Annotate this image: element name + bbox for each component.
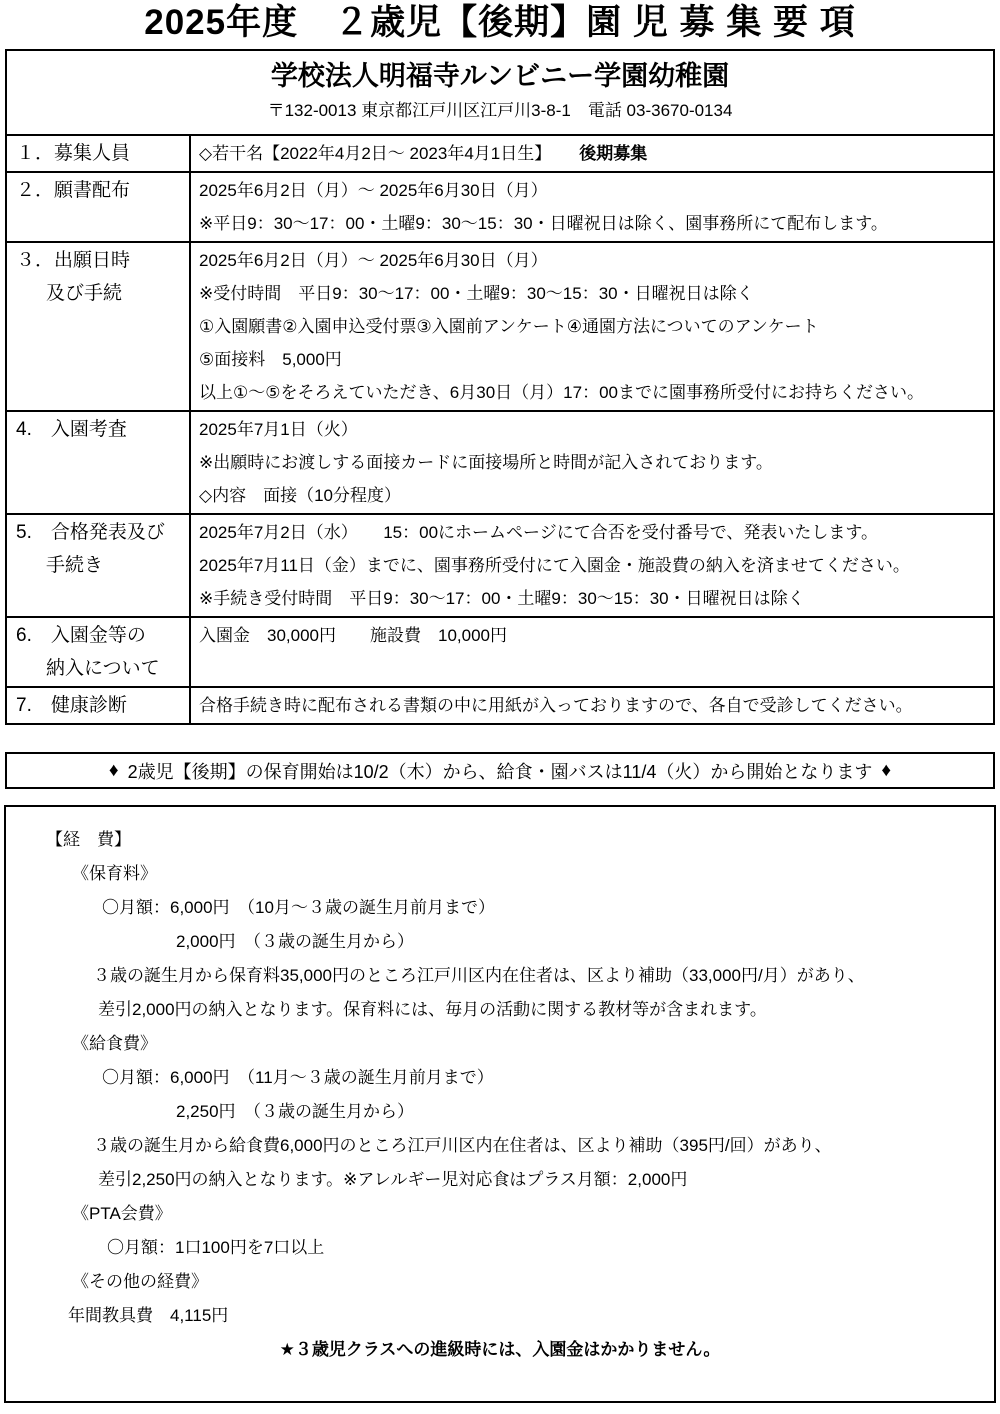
table-row-entrance-fee-payment: [7, 616, 993, 686]
row-content-health-checkup: 合格手続き時に配布される書類の中に用紙が入っておりますので、各自で受診してください。: [199, 696, 913, 715]
expenses-box: [4, 805, 996, 1403]
row-label-results-announcement: 5. 合格発表及び 手続き: [7, 515, 191, 616]
row-label-application-period: ３．出願日時 及び手続: [7, 243, 191, 410]
school-name: 学校法人明福寺ルンビニー学園幼稚園: [270, 61, 730, 91]
row-label-recruitment-count: １．募集人員: [7, 136, 191, 171]
table-row-application-form-distribution: [7, 171, 993, 241]
childcare-fee-net-note: 差引2,000円の納入となります。保育料には、毎月の活動に関する教材等が含まれます。: [98, 1000, 767, 1019]
pta-fee-heading: 《PTA会費》: [72, 1204, 172, 1223]
row-content-entrance-screening: 2025年7月1日（火） ※出願時にお渡しする面接カードに面接場所と時間が記入されております。 ◇内容 面接（10分程度）: [199, 420, 773, 505]
table-row-entrance-screening: [7, 410, 993, 513]
lunch-fee-monthly-after: 2,250円 （３歳の誕生月から）: [176, 1102, 415, 1121]
row-label-entrance-screening: 4. 入園考査: [7, 412, 191, 513]
table-row-recruitment-count: [7, 134, 993, 171]
childcare-fee-monthly-after: 2,000円 （３歳の誕生月から）: [176, 932, 415, 951]
row-label-health-checkup: 7. 健康診断: [7, 688, 191, 723]
childcare-fee-subsidy-note: ３歳の誕生月から保育料35,000円のところ江戸川区内在住者は、区より補助（33,000円/月）があり、: [93, 966, 865, 985]
school-header-cell: [7, 51, 993, 134]
expenses-heading: 【経 費】: [46, 830, 131, 849]
lunch-fee-net-note: 差引2,250円の納入となります。※アレルギー児対応食はプラス月額：2,000円: [98, 1170, 688, 1189]
row-content-entrance-fee-payment: 入園金 30,000円 施設費 10,000円: [199, 626, 507, 645]
childcare-fee-heading: 《保育料》: [72, 864, 157, 883]
row-label-entrance-fee-payment: 6. 入園金等の 納入について: [7, 618, 191, 686]
school-address: 〒132-0013 東京都江戸川区江戸川3-8-1 電話 03-3670-0134: [267, 101, 733, 120]
table-row-results-announcement: [7, 513, 993, 616]
admission-info-table: [5, 49, 995, 725]
document-title: 2025年度 ２歳児【後期】園 児 募 集 要 項: [144, 3, 856, 42]
lunch-fee-heading: 《給食費》: [72, 1034, 157, 1053]
lunch-fee-monthly: 〇月額：6,000円 （11月～３歳の誕生月前月まで）: [102, 1068, 494, 1087]
promotion-no-fee-note: ★３歳児クラスへの進級時には、入園金はかかりません。: [279, 1340, 721, 1359]
recruitment-count-text: ◇若干名【2022年4月2日～ 2023年4月1日生】: [199, 144, 552, 163]
notice-banner-text: 2歳児【後期】の保育開始は10/2（木）から、給食・園バスは11/4（火）から開始となります: [127, 761, 873, 782]
late-term-recruitment-label: 後期募集: [579, 144, 648, 163]
notice-banner: [5, 752, 995, 789]
table-row-application-period: [7, 241, 993, 410]
pta-fee-monthly: 〇月額：1口100円を7口以上: [107, 1238, 325, 1257]
lunch-fee-subsidy-note: ３歳の誕生月から給食費6,000円のところ江戸川区内在住者は、区より補助（395円/回）があり、: [93, 1136, 832, 1155]
row-content-recruitment-count: [191, 136, 993, 171]
row-label-application-form-distribution: ２．願書配布: [7, 173, 191, 241]
diamond-icon: ♦: [108, 759, 119, 781]
childcare-fee-monthly: 〇月額：6,000円 （10月～３歳の誕生月前月まで）: [102, 898, 495, 917]
table-row-health-checkup: [7, 686, 993, 723]
diamond-icon: ♦: [881, 759, 892, 781]
row-content-application-form-distribution: 2025年6月2日（月）～ 2025年6月30日（月） ※平日9：30～17：00・土曜9：30～15：30・日曜祝日は除く、園事務所にて配布します。: [199, 181, 888, 233]
annual-materials-fee: 年間教具費 4,115円: [68, 1306, 229, 1325]
row-content-application-period: 2025年6月2日（月）～ 2025年6月30日（月） ※受付時間 平日9：30～17：00・土曜9：30～15：30・日曜祝日は除く ①入園願書②入園申込受付票③入園前アンケート④通園方法についてのアンケート ⑤面接料 5,000円 以上①～⑤をそろえていただき、6月30日（月）17：00までに園事務所受付にお持ちください。: [199, 251, 924, 402]
other-expenses-heading: 《その他の経費》: [72, 1272, 208, 1291]
row-content-results-announcement: 2025年7月2日（水） 15：00にホームページにて合否を受付番号で、発表いたします。 2025年7月11日（金）までに、園事務所受付にて入園金・施設費の納入を済ませてください。 ※手続き受付時間 平日9：30～17：00・土曜9：30～15：30・日曜祝日は除く: [199, 523, 910, 608]
